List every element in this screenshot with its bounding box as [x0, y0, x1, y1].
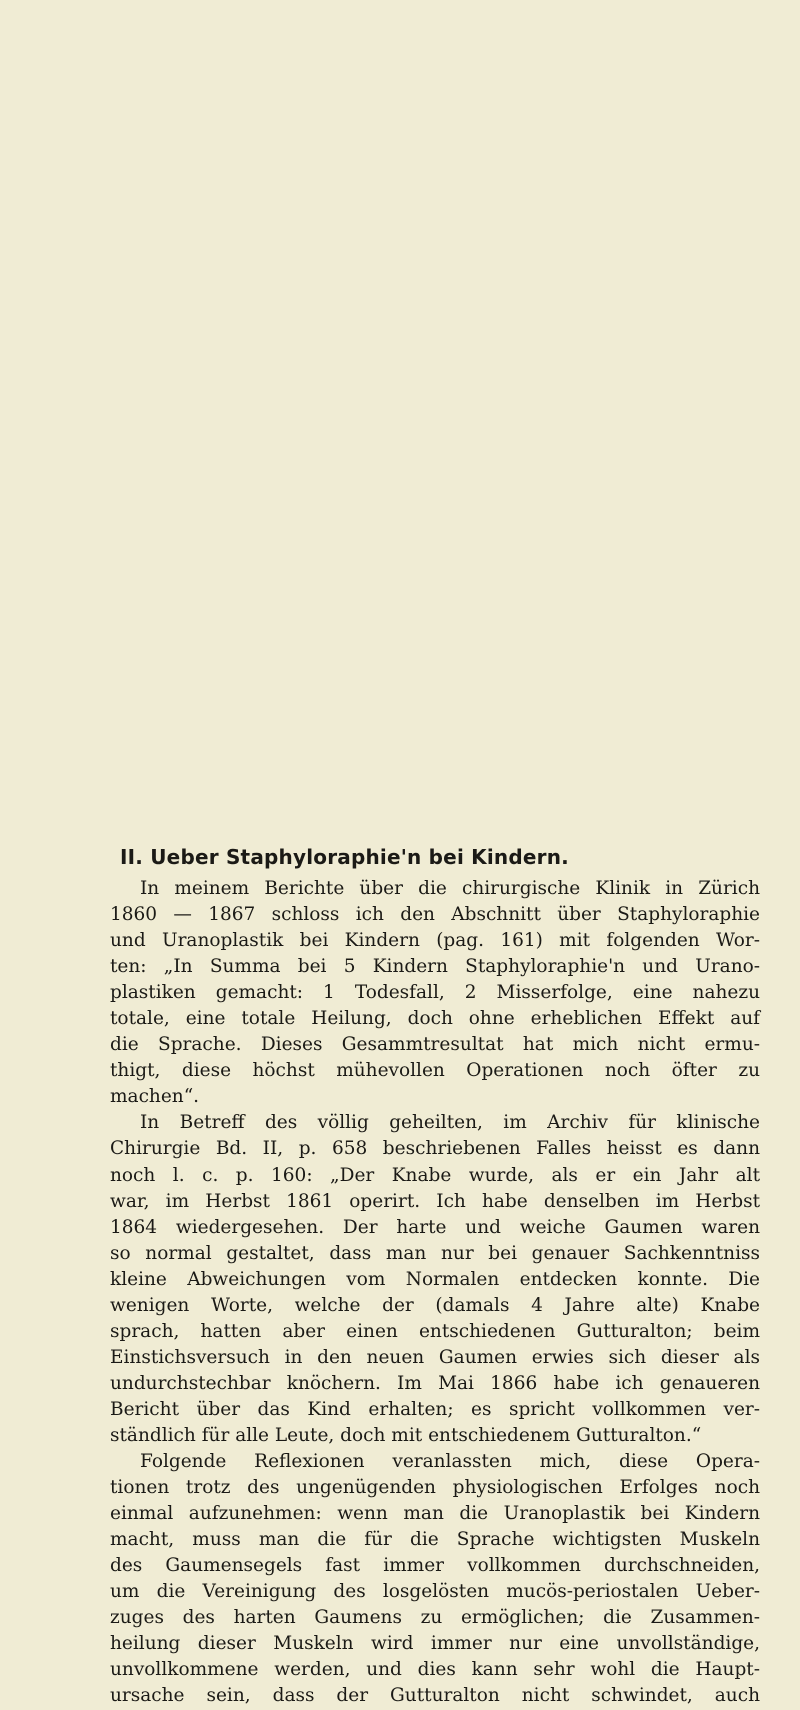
text-line: zuges des harten Gaumens zu ermöglichen; die Zusammen-: [110, 1607, 760, 1629]
text-line: unvollkommene werden, und dies kann sehr wohl die Haupt-: [110, 1659, 760, 1681]
text-line: ursache sein, dass der Gutturalton nicht schwindet, auch: [110, 1685, 760, 1707]
text-line: 1864 wiedergesehen. Der harte und weiche Gaumen waren: [110, 1216, 760, 1238]
text-line: In Betreff des völlig geheilten, im Archiv für klinische: [140, 1112, 760, 1134]
text-line: macht, muss man die für die Sprache wichtigsten Muskeln: [110, 1529, 760, 1551]
text-line: noch l. c. p. 160: „Der Knabe wurde, als er ein Jahr alt: [110, 1164, 760, 1186]
text-line: 1860 — 1867 schloss ich den Abschnitt über Staphyloraphie: [110, 904, 760, 926]
body-text: [110, 876, 760, 1710]
text-line: die Sprache. Dieses Gesammtresultat hat mich nicht ermu-: [110, 1034, 760, 1056]
section-heading: II. Ueber Staphyloraphie'n bei Kindern.: [120, 845, 569, 869]
text-line: Einstichsversuch in den neuen Gaumen erwies sich dieser als: [110, 1346, 760, 1368]
text-line: um die Vereinigung des losgelösten mucös-periostalen Ueber-: [110, 1581, 760, 1603]
text-line: thigt, diese höchst mühevollen Operationen noch öfter zu: [110, 1060, 760, 1082]
text-line: und Uranoplastik bei Kindern (pag. 161) mit folgenden Wor-: [110, 930, 760, 952]
text-line: Folgende Reflexionen veranlassten mich, diese Opera-: [140, 1451, 760, 1473]
text-line: kleine Abweichungen vom Normalen entdecken konnte. Die: [110, 1268, 760, 1290]
text-line: ständlich für alle Leute, doch mit entschiedenem Gutturalton.“: [110, 1424, 702, 1446]
text-line: plastiken gemacht: 1 Todesfall, 2 Misserfolge, eine nahezu: [110, 982, 760, 1004]
text-line: wenigen Worte, welche der (damals 4 Jahre alte) Knabe: [110, 1294, 760, 1316]
text-line: einmal aufzunehmen: wenn man die Uranoplastik bei Kindern: [110, 1503, 760, 1525]
text-line: heilung dieser Muskeln wird immer nur eine unvollständige,: [110, 1633, 760, 1655]
text-line: so normal gestaltet, dass man nur bei genauer Sachkenntniss: [110, 1242, 760, 1264]
text-line: ten: „In Summa bei 5 Kindern Staphyloraphie'n und Urano-: [110, 956, 760, 978]
text-line: Bericht über das Kind erhalten; es spricht vollkommen ver-: [110, 1398, 760, 1420]
text-line: Chirurgie Bd. II, p. 658 beschriebenen Falles heisst es dann: [110, 1138, 760, 1160]
text-line: des Gaumensegels fast immer vollkommen durchschneiden,: [110, 1555, 760, 1577]
text-line: In meinem Berichte über die chirurgische Klinik in Zürich: [140, 878, 760, 899]
text-line: war, im Herbst 1861 operirt. Ich habe denselben im Herbst: [110, 1190, 760, 1212]
text-line: sprach, hatten aber einen entschiedenen Gutturalton; beim: [110, 1320, 760, 1342]
text-line: undurchstechbar knöchern. Im Mai 1866 habe ich genaueren: [110, 1372, 760, 1394]
text-line: machen“.: [110, 1086, 200, 1108]
text-line: totale, eine totale Heilung, doch ohne erheblichen Effekt auf: [110, 1008, 760, 1030]
text-line: tionen trotz des ungenügenden physiologischen Erfolges noch: [110, 1477, 760, 1499]
